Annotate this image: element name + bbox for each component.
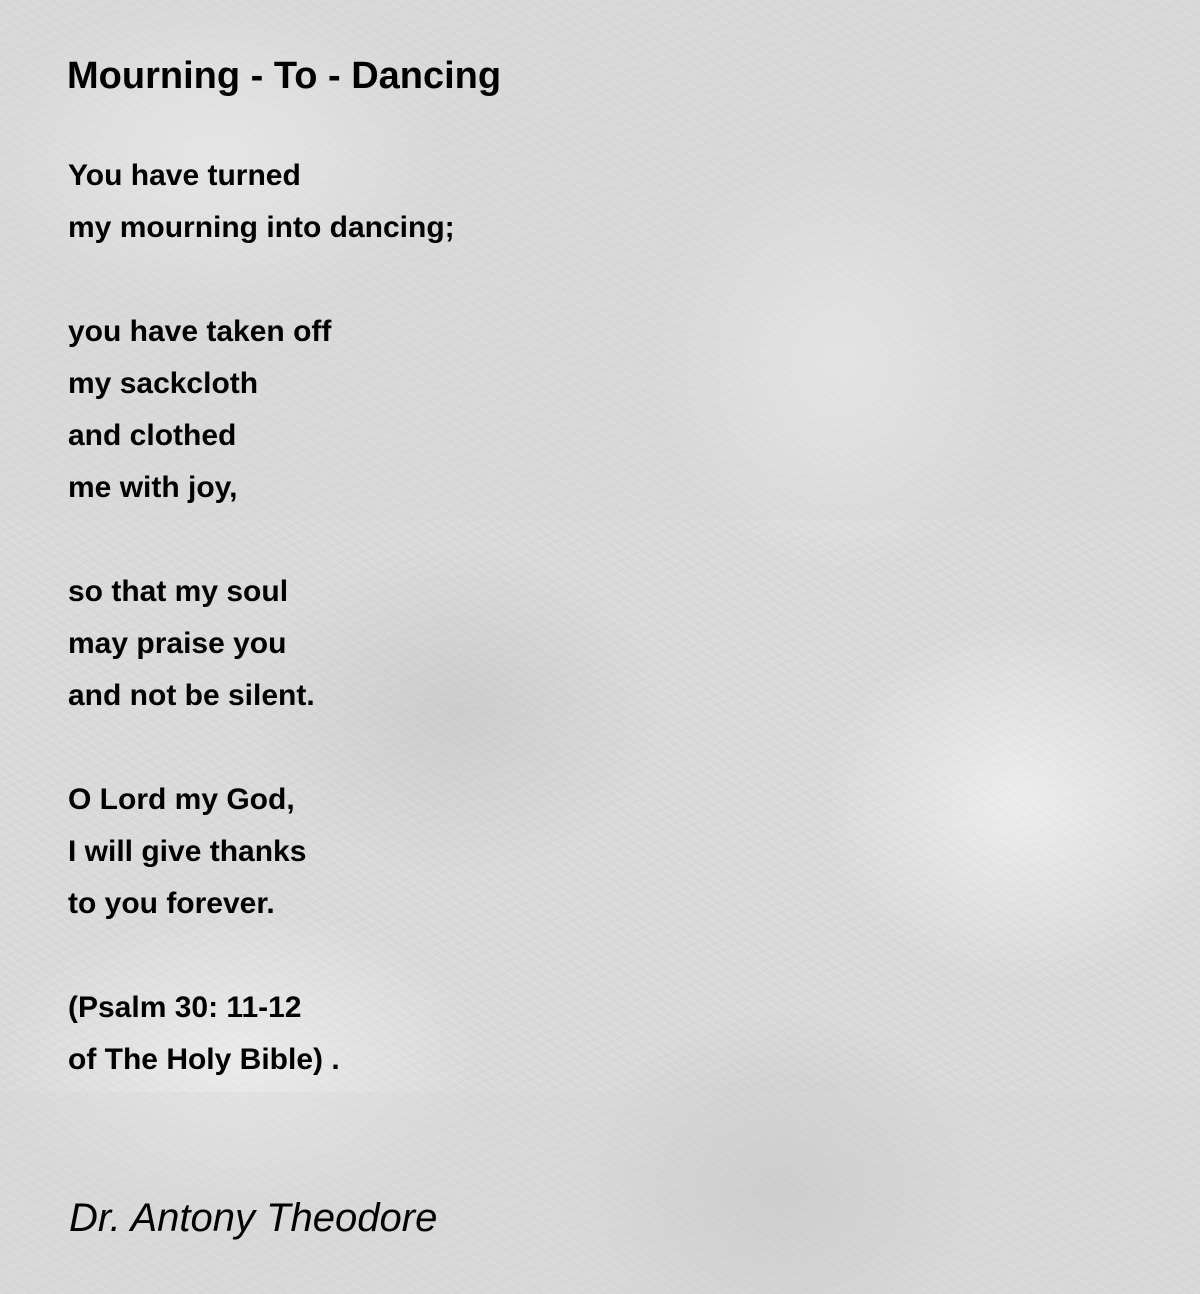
poem-line: and not be silent. [68, 679, 315, 712]
poem-line: and clothed [68, 419, 237, 452]
poem-line: my sackcloth [68, 367, 259, 400]
poem-line: me with joy, [68, 471, 238, 504]
poem-line: I will give thanks [68, 835, 307, 868]
poem-line: You have turned [68, 159, 301, 192]
poem-line: (Psalm 30: 11-12 [68, 991, 302, 1024]
poem-line: so that my soul [68, 575, 289, 608]
poem-line: you have taken off [68, 315, 332, 348]
poem-line [68, 930, 455, 982]
poem-line: of The Holy Bible) . [68, 1043, 340, 1076]
poem-line [68, 722, 455, 774]
poem-line: O Lord my God, [68, 783, 295, 816]
poem-title: Mourning - To - Dancing [67, 55, 502, 97]
poem-author: Dr. Antony Theodore [69, 1196, 438, 1240]
poem-line: my mourning into dancing; [68, 211, 455, 244]
poem-line [68, 254, 455, 306]
poem-line: to you forever. [68, 887, 275, 920]
poem-body [68, 150, 455, 1086]
poem-line [68, 514, 455, 566]
poem-line: may praise you [68, 627, 287, 660]
